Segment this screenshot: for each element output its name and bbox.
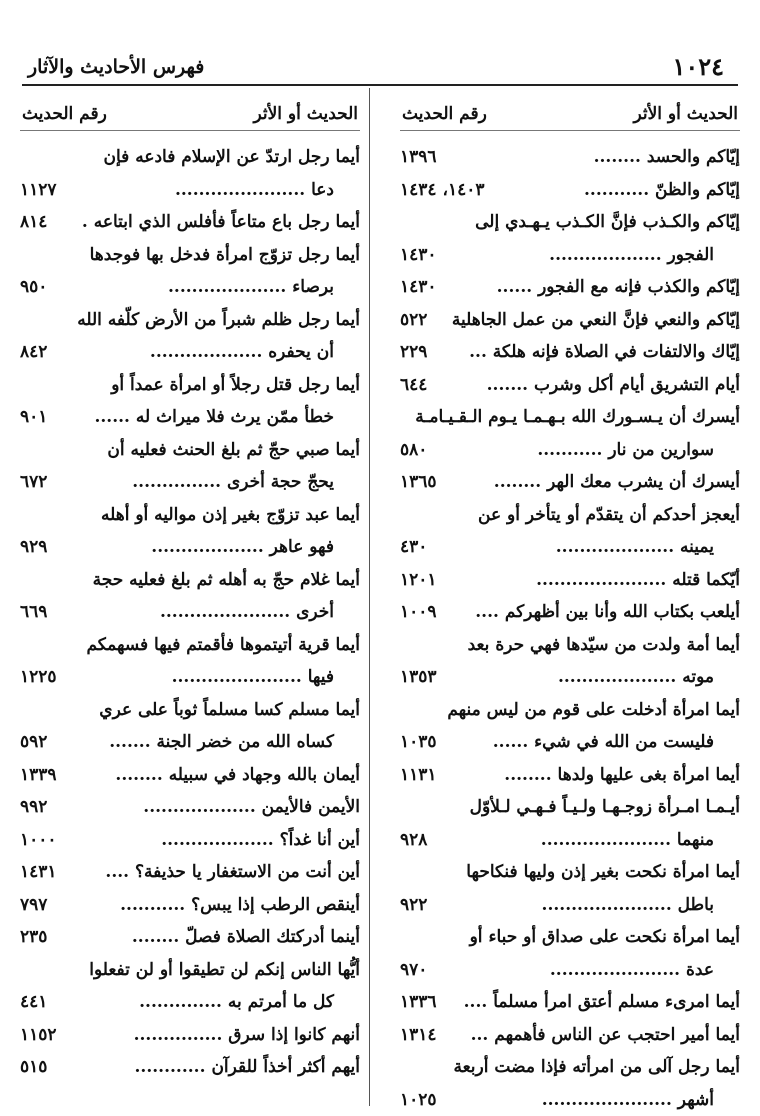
entry-line: [20, 1051, 360, 1084]
hadith-number: ٥١٥: [20, 1051, 47, 1084]
index-entry: [20, 1019, 360, 1052]
hadith-number: ٩٢٢: [400, 889, 427, 922]
hadith-number: ١٠٢٥: [400, 1084, 437, 1116]
hadith-number: ١٣١٤: [400, 1019, 437, 1052]
index-entry: [400, 596, 740, 629]
hadith-text: أيلعب بكتاب الله وأنا بين أظهركم ....: [475, 596, 740, 629]
entry-line: [400, 856, 740, 889]
hadith-number: ٦٤٤: [400, 369, 427, 402]
hadith-number: ١٣٣٩: [20, 759, 57, 792]
index-entry: [400, 174, 740, 207]
index-entry: [20, 759, 360, 792]
entry-line: [20, 499, 360, 532]
entry-line: [20, 629, 360, 662]
hadith-text: أيما امرأة بغى عليها ولدها ........: [504, 759, 740, 792]
entry-line: [20, 401, 360, 434]
entry-line: [400, 986, 740, 1019]
index-entry: [400, 791, 740, 856]
hadith-number: ٦٧٢: [20, 466, 47, 499]
hadith-text: كساه الله من خضر الجنة .......: [109, 726, 334, 759]
running-title: فهرس الأحاديث والآثار: [28, 56, 204, 78]
entry-line: [20, 174, 360, 207]
hadith-text: أيما رجل ظلم شبراً من الأرض كلّفه الله: [77, 304, 360, 337]
hadith-text: دعا ......................: [175, 174, 334, 207]
hadith-text: أين أنا غداً؟ ...................: [161, 824, 360, 857]
entry-line: [20, 304, 360, 337]
entry-line: [400, 401, 740, 434]
entry-line: [20, 694, 360, 727]
running-head: [28, 50, 724, 84]
column-header: [20, 96, 360, 131]
entry-line: [400, 336, 740, 369]
hadith-text: برصاء ....................: [168, 271, 334, 304]
index-entry: [20, 1051, 360, 1084]
hadith-number: ٩٠١: [20, 401, 47, 434]
hadith-number: ٥٢٢: [400, 304, 427, 337]
entry-line: [400, 921, 740, 954]
hadith-text: إيّاكم والظنّ ...........: [584, 174, 740, 207]
hadith-number: ١٢٠١: [400, 564, 437, 597]
hadith-number: ١٤٠٣، ١٤٣٤: [400, 174, 484, 207]
hadith-text: أينما أدركتك الصلاة فصلّ ........: [132, 921, 360, 954]
index-entry: [400, 921, 740, 986]
entry-line: [20, 466, 360, 499]
left-column: [20, 96, 360, 1084]
hadith-number: ١٣٩٦: [400, 141, 437, 174]
hadith-text: أيما أمير احتجب عن الناس فأهمهم ...: [471, 1019, 740, 1052]
hadith-text: أين أنت من الاستغفار يا حذيفة؟ ....: [105, 856, 360, 889]
index-entry: [20, 369, 360, 434]
hadith-number: ٨٤٢: [20, 336, 47, 369]
index-entry: [400, 304, 740, 337]
entry-line: [400, 206, 740, 239]
hadith-number: ٤٤١: [20, 986, 47, 1019]
hadith-number: ١٣٥٣: [400, 661, 437, 694]
entry-line: [20, 1019, 360, 1052]
entry-line: [400, 759, 740, 792]
entry-line: [400, 596, 740, 629]
hadith-number: ٩٢٩: [20, 531, 47, 564]
hadith-text: سوارين من نار ...........: [537, 434, 714, 467]
entry-line: [400, 694, 740, 727]
entry-line: [20, 596, 360, 629]
hadith-number: ١٤٣١: [20, 856, 57, 889]
hadith-text: إيّاكم والنعي فإنَّ النعي من عمل الجاهلية: [452, 304, 740, 337]
entry-line: [400, 271, 740, 304]
hadith-number: ١٣٣٦: [400, 986, 437, 1019]
hadith-number: ٢٢٩: [400, 336, 427, 369]
hadith-text: منهما ......................: [541, 824, 714, 857]
hadith-text: أيما امرأة نكحت بغير إذن وليها فنكاحها: [466, 856, 740, 889]
index-entry: [400, 1051, 740, 1116]
entry-line: [20, 141, 360, 174]
entry-line: [400, 824, 740, 857]
entry-line: [400, 369, 740, 402]
entry-line: [400, 434, 740, 467]
hadith-text: خطأ ممّن يرث فلا ميراث له ......: [94, 401, 334, 434]
hadith-text: أيُّها الناس إنكم لن تطيقوا أو لن تفعلوا: [89, 954, 360, 987]
column-header-number: رقم الحديث: [22, 104, 107, 124]
index-entry: [20, 791, 360, 824]
entry-line: [20, 239, 360, 272]
index-entry: [400, 759, 740, 792]
hadith-text: أيما قرية أتيتموها فأقمتم فيها فسهمكم: [86, 629, 360, 662]
entry-line: [20, 986, 360, 1019]
column-header: [400, 96, 740, 131]
entry-line: [400, 661, 740, 694]
hadith-number: ١٠٠٩: [400, 596, 437, 629]
hadith-text: أيـمـا امـرأة زوجـهـا ولـيـاً فـهـي لـلأوّل: [470, 791, 740, 824]
index-entry: [20, 856, 360, 889]
entry-line: [20, 889, 360, 922]
hadith-number: ٤٣٠: [400, 531, 427, 564]
entry-line: [400, 1084, 740, 1116]
hadith-text: أخرى ......................: [160, 596, 334, 629]
hadith-number: ١٤٣٠: [400, 239, 437, 272]
hadith-number: ١٣٦٥: [400, 466, 437, 499]
column-divider: [369, 88, 370, 1106]
entry-line: [400, 174, 740, 207]
hadith-text: أيما رجل آلى من امرأته فإذا مضت أربعة: [453, 1051, 740, 1084]
index-entry: [20, 434, 360, 499]
hadith-text: إيّاك والالتفات في الصلاة فإنه هلكة ...: [469, 336, 740, 369]
index-entry: [400, 1019, 740, 1052]
index-entry: [400, 629, 740, 694]
hadith-number: ١١٢٧: [20, 174, 57, 207]
hadith-number: ٧٩٧: [20, 889, 47, 922]
entry-line: [400, 954, 740, 987]
entry-line: [20, 564, 360, 597]
hadith-text: أشهر ......................: [542, 1084, 714, 1116]
hadith-text: أيهم أكثر أخذاً للقرآن ............: [135, 1051, 361, 1084]
entry-line: [20, 434, 360, 467]
index-entry: [20, 824, 360, 857]
hadith-text: يمينه ....................: [556, 531, 714, 564]
entry-line: [400, 1019, 740, 1052]
column-header-hadith: الحديث أو الأثر: [633, 104, 738, 124]
entry-line: [20, 759, 360, 792]
entry-line: [20, 369, 360, 402]
hadith-text: إيّاكم والكـذب فإنَّ الكـذب يـهـدي إلى: [475, 206, 740, 239]
hadith-text: أيما رجل تزوّج امرأة فدخل بها فوجدها: [90, 239, 360, 272]
page-number: ١٠٢٤: [672, 52, 724, 81]
hadith-text: أيسرك أن يشرب معك الهر ........: [494, 466, 740, 499]
entry-line: [20, 954, 360, 987]
hadith-text: أيما صبي حجّ ثم بلغ الحنث فعليه أن: [107, 434, 360, 467]
index-entry: [400, 336, 740, 369]
hadith-text: أيعجز أحدكم أن يتقدّم أو يتأخر أو عن: [478, 499, 740, 532]
entry-line: [20, 921, 360, 954]
hadith-text: أيما غلام حجّ به أهله ثم بلغ فعليه حجة: [93, 564, 360, 597]
index-entry: [20, 206, 360, 239]
hadith-text: فهو عاهر ...................: [151, 531, 334, 564]
hadith-number: ١٠٠٠: [20, 824, 57, 857]
index-entry: [400, 271, 740, 304]
entry-line: [400, 1051, 740, 1084]
entry-list: [20, 141, 360, 1084]
column-header-hadith: الحديث أو الأثر: [253, 104, 358, 124]
entry-line: [400, 629, 740, 662]
hadith-text: فيها ......................: [172, 661, 334, 694]
hadith-text: إيّاكم والكذب فإنه مع الفجور ......: [497, 271, 740, 304]
index-entry: [20, 694, 360, 759]
entry-list: [400, 141, 740, 1116]
index-entry: [20, 239, 360, 304]
hadith-text: الفجور ...................: [549, 239, 714, 272]
hadith-text: الأيمن فالأيمن ...................: [143, 791, 360, 824]
index-entry: [400, 499, 740, 564]
hadith-text: أيام التشريق أيام أكل وشرب .......: [487, 369, 740, 402]
hadith-text: موته ....................: [558, 661, 714, 694]
hadith-text: أيما امرأة نكحت على صداق أو حباء أو: [470, 921, 740, 954]
index-entry: [400, 369, 740, 402]
hadith-text: أينقص الرطب إذا يبس؟ ...........: [120, 889, 360, 922]
hadith-number: ٢٣٥: [20, 921, 47, 954]
hadith-number: ١١٣١: [400, 759, 437, 792]
hadith-number: ٥٩٢: [20, 726, 47, 759]
index-entry: [20, 889, 360, 922]
hadith-text: أيما رجل قتل رجلاً أو امرأة عمداً أو: [111, 369, 360, 402]
column-header-number: رقم الحديث: [402, 104, 487, 124]
hadith-number: ٩٧٠: [400, 954, 427, 987]
hadith-number: ٥٨٠: [400, 434, 427, 467]
hadith-number: ١١٥٢: [20, 1019, 57, 1052]
hadith-text: إيّاكم والحسد ........: [594, 141, 740, 174]
entry-line: [400, 531, 740, 564]
index-entry: [400, 401, 740, 466]
index-entry: [20, 304, 360, 369]
entry-line: [400, 499, 740, 532]
hadith-text: فليست من الله في شيء ......: [493, 726, 714, 759]
hadith-number: ٨١٤: [20, 206, 47, 239]
index-entry: [20, 629, 360, 694]
entry-line: [20, 824, 360, 857]
hadith-number: ٩٩٢: [20, 791, 47, 824]
entry-line: [20, 661, 360, 694]
entry-line: [400, 726, 740, 759]
hadith-number: ٩٥٠: [20, 271, 47, 304]
entry-line: [400, 239, 740, 272]
hadith-text: أيما رجل باع متاعاً فأفلس الذي ابتاعه .: [82, 206, 360, 239]
index-entry: [400, 466, 740, 499]
index-entry: [400, 141, 740, 174]
index-entry: [400, 694, 740, 759]
hadith-number: ٩٢٨: [400, 824, 427, 857]
entry-line: [20, 271, 360, 304]
right-column: [400, 96, 740, 1116]
hadith-text: أيما امرأة أدخلت على قوم من ليس منهم: [447, 694, 740, 727]
hadith-number: ١٠٣٥: [400, 726, 437, 759]
index-entry: [20, 141, 360, 206]
index-entry: [20, 921, 360, 954]
hadith-text: أيما رجل ارتدّ عن الإسلام فادعه فإن: [104, 141, 361, 174]
index-entry: [400, 856, 740, 921]
index-entry: [400, 986, 740, 1019]
entry-line: [20, 531, 360, 564]
hadith-text: أيما عبد تزوّج بغير إذن مواليه أو أهله: [101, 499, 360, 532]
hadith-number: ١٤٣٠: [400, 271, 437, 304]
hadith-text: أيمان بالله وجهاد في سبيله ........: [115, 759, 360, 792]
index-entry: [20, 499, 360, 564]
hadith-text: أيما مسلم كسا مسلماً ثوباً على عري: [99, 694, 360, 727]
index-entry: [400, 206, 740, 271]
entry-line: [20, 726, 360, 759]
entry-line: [400, 564, 740, 597]
entry-line: [20, 791, 360, 824]
entry-line: [400, 304, 740, 337]
hadith-text: أيسرك أن يـسـورك الله بـهـمـا يـوم الـقـيـامـة: [415, 401, 740, 434]
hadith-text: يحجّ حجة أخرى ...............: [132, 466, 334, 499]
hadith-number: ١٢٢٥: [20, 661, 57, 694]
hadith-text: أيما امرىء مسلم أعتق امرأ مسلماً ....: [464, 986, 740, 1019]
hadith-text: باطل ......................: [542, 889, 714, 922]
header-rule: [22, 84, 738, 86]
entry-line: [400, 466, 740, 499]
entry-line: [20, 206, 360, 239]
entry-line: [400, 889, 740, 922]
index-entry: [20, 564, 360, 629]
index-entry: [20, 954, 360, 1019]
hadith-text: كل ما أمرتم به ..............: [139, 986, 334, 1019]
hadith-text: أن يحفره ...................: [150, 336, 334, 369]
hadith-number: ٦٦٩: [20, 596, 47, 629]
index-entry: [400, 564, 740, 597]
hadith-text: عدة ......................: [550, 954, 714, 987]
entry-line: [20, 336, 360, 369]
hadith-text: أيما أمة ولدت من سيّدها فهي حرة بعد: [468, 629, 740, 662]
entry-line: [400, 791, 740, 824]
hadith-text: أيّكما قتله ......................: [536, 564, 740, 597]
entry-line: [400, 141, 740, 174]
hadith-text: أنهم كانوا إذا سرق ...............: [134, 1019, 360, 1052]
entry-line: [20, 856, 360, 889]
